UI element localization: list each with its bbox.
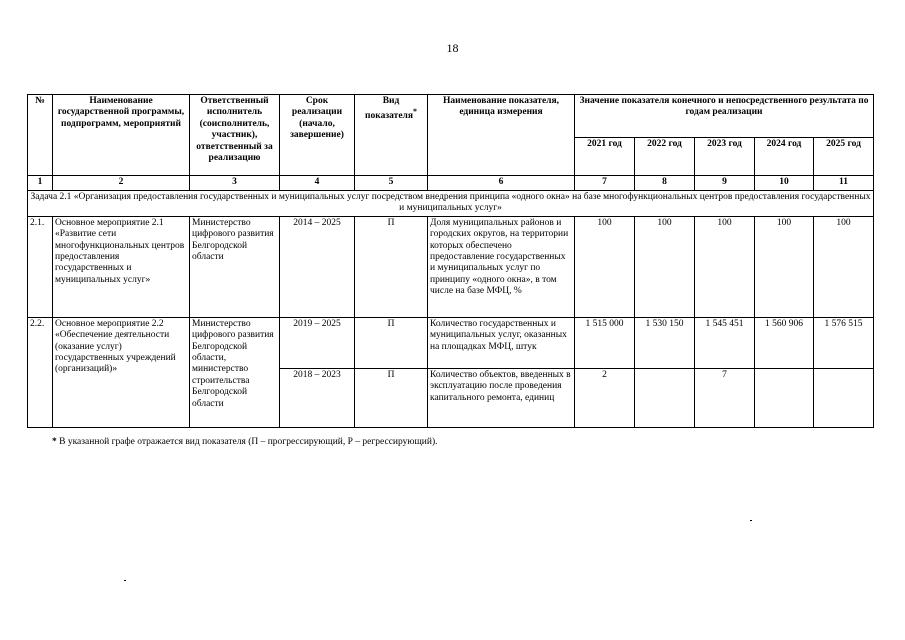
indicator-kind: П: [355, 317, 428, 368]
column-number: 1: [28, 176, 53, 191]
header-indicator-kind: [355, 95, 428, 176]
column-number: 8: [635, 176, 695, 191]
value-2022: 100: [635, 216, 695, 317]
task-row: [28, 191, 874, 217]
value-2024: 1 560 906: [755, 317, 814, 368]
header-year-2025: 2025 год: [814, 138, 874, 176]
indicator-kind: П: [355, 216, 428, 317]
header-values-group: Значение показателя конечного и непосредственного результата по годам реализации: [575, 95, 874, 138]
column-number: 5: [355, 176, 428, 191]
responsible-executor: Министерство цифрового развития Белгородской области, министерство строительства Белгородской области: [190, 317, 280, 427]
table-row: [28, 216, 874, 317]
column-number: 4: [280, 176, 355, 191]
value-2023: 100: [695, 216, 755, 317]
scan-speck: [750, 520, 752, 521]
indicator-kind: П: [355, 368, 428, 427]
value-2021: 100: [575, 216, 635, 317]
task-heading: Задача 2.1 «Организация предоставления государственных и муниципальных услуг посредством внедрения принципа «одного окна» на базе многофункциональных центров предоставления государственных и муниципальных услуг»: [28, 191, 874, 217]
table-row: [28, 317, 874, 368]
column-number: 10: [755, 176, 814, 191]
value-2023: 1 545 451: [695, 317, 755, 368]
implementation-term: 2018 – 2023: [280, 368, 355, 427]
value-2021: 1 515 000: [575, 317, 635, 368]
activity-name: Основное мероприятие 2.1 «Развитие сети многофункциональных центров предоставления государственных и муниципальных услуг»: [53, 216, 190, 317]
indicator-name: Количество объектов, введенных в эксплуатацию после проведения капитального ремонта, единиц: [428, 368, 575, 427]
column-number: 7: [575, 176, 635, 191]
page-number: 18: [446, 41, 459, 55]
indicator-name: Доля муниципальных районов и городских округов, на территории которых обеспечено предоставление государственных и муниципальных услуг по принципу «одного окна», в том числе на базе МФЦ, %: [428, 216, 575, 317]
implementation-term: 2019 – 2025: [280, 317, 355, 368]
header-indicator-name: Наименование показателя, единица измерения: [428, 95, 575, 176]
header-term: Срок реализации (начало, завершение): [280, 95, 355, 176]
header-program-name: Наименование государственной программы, подпрограмм, мероприятий: [53, 95, 190, 176]
activity-name: Основное мероприятие 2.2 «Обеспечение деятельности (оказание услуг) государственных учреждений (организаций)»: [53, 317, 190, 427]
responsible-executor: Министерство цифрового развития Белгородской области: [190, 216, 280, 317]
value-2022: 1 530 150: [635, 317, 695, 368]
indicator-name: Количество государственных и муниципальных услуг, оказанных на площадках МФЦ, штук: [428, 317, 575, 368]
header-number: №: [28, 95, 53, 176]
column-numbers-row: [28, 176, 874, 191]
header-year-2023: 2023 год: [695, 138, 755, 176]
value-2023: 7: [695, 368, 755, 427]
indicators-table: [27, 94, 874, 428]
scan-speck: [124, 580, 126, 581]
value-2022: [635, 368, 695, 427]
value-2025: [814, 368, 874, 427]
column-number: 9: [695, 176, 755, 191]
row-number: 2.1.: [28, 216, 53, 317]
value-2024: [755, 368, 814, 427]
header-responsible: Ответственный исполнитель (соисполнитель, участник), ответственный за реализацию: [190, 95, 280, 176]
footnote-text: В указанной графе отражается вид показателя (П – прогрессирующий, Р – регрессирующий).: [59, 437, 438, 447]
value-2024: 100: [755, 216, 814, 317]
column-number: 6: [428, 176, 575, 191]
footnote-asterisk: *: [52, 437, 57, 447]
header-indicator-kind-label: Вид показателя: [365, 96, 414, 122]
implementation-term: 2014 – 2025: [280, 216, 355, 317]
footnote-mark: *: [413, 107, 417, 117]
value-2025: 1 576 515: [814, 317, 874, 368]
column-number: 11: [814, 176, 874, 191]
value-2025: 100: [814, 216, 874, 317]
column-number: 2: [53, 176, 190, 191]
header-year-2024: 2024 год: [755, 138, 814, 176]
column-number: 3: [190, 176, 280, 191]
header-year-2022: 2022 год: [635, 138, 695, 176]
value-2021: 2: [575, 368, 635, 427]
row-number: 2.2.: [28, 317, 53, 427]
header-year-2021: 2021 год: [575, 138, 635, 176]
footnote: [52, 437, 437, 447]
